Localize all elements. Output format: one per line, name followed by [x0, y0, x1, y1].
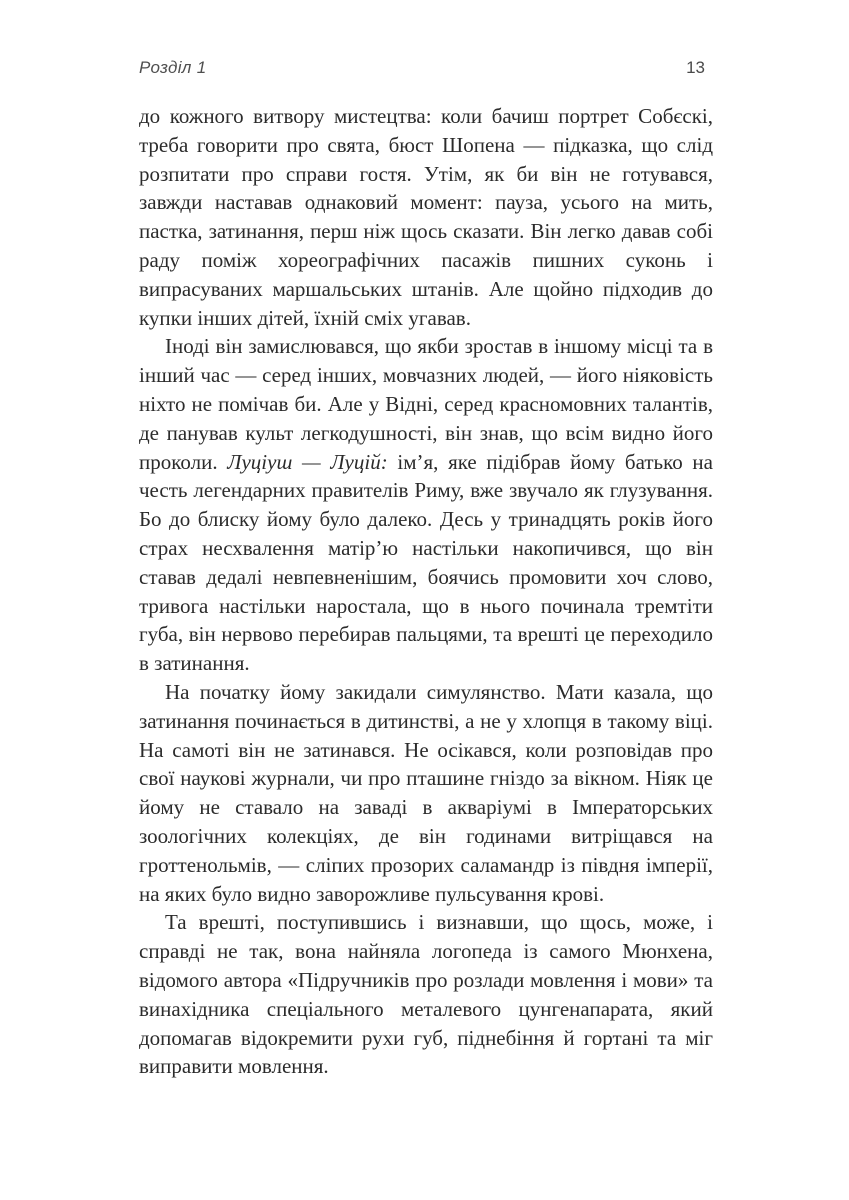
text-run: Та врешті, поступившись і визнавши, що щось, може, і справді не так, вона найняла логопеда із самого Мюнхена, відомого автора «Підручників про розлади мовлення і мови» та винахідника спеціального металевого цунгенапарата, який допомагав відокремити рухи губ, піднебіння й гортані та міг виправити мовлення.: [139, 910, 713, 1079]
chapter-label: Розділ 1: [139, 58, 207, 77]
text-run: ім’я, яке підібрав йому батько на честь легендарних правителів Риму, вже звучало як глузування. Бо до блиску йому було далеко. Десь у тринадцять років його страх несхвалення матір’ю настільки накопичився, що він ставав дедалі невпевненішим, боячись промовити хоч слово, тривога настільки наростала, що в нього починала тремтіти губа, він нервово перебирав пальцями, та врешті це переходило в затинання.: [139, 449, 713, 676]
paragraph-4: [139, 908, 713, 1081]
paragraph-3: [139, 678, 713, 908]
running-header: [139, 57, 705, 79]
text-run: Іноді він замислювався, що якби зростав в іншому місці та в інший час — серед інших, мовчазних людей, — його ніяковість ніхто не помічав би. Але у Відні, серед красномовних талантів, де панував культ легкодушності, він знав, що всім видно його проколи.: [139, 334, 713, 474]
page-number: 13: [686, 58, 705, 77]
text-run: На початку йому закидали симулянство. Мати казала, що затинання починається в дитинстві, а не у хлопця в такому віці. На самоті він не затинався. Не осікався, коли розповідав про свої наукові журнали, чи про пташине гніздо за вікном. Ніяк це йому не ставало на заваді в акваріумі в Імператорських зоологічних колекціях, де він годинами витріщався на гроттенольмів, — сліпих прозорих саламандр із півдня імперії, на яких було видно заворожливе пульсування крові.: [139, 679, 713, 906]
page-body: [139, 102, 713, 1081]
text-run: до кожного витвору мистецтва: коли бачиш портрет Собєскі, треба говорити про свята, бюст Шопена — підказка, що слід розпитати про справи гостя. Утім, як би він не готувався, завжди наставав однаковий момент: пауза, усього на мить, пастка, затинання, перш ніж щось сказати. Він легко давав собі раду поміж хореографічних пасажів пишних суконь і випрасуваних маршальських штанів. Але щойно підходив до купки інших дітей, їхній сміх угавав.: [139, 104, 713, 330]
paragraph-2: [139, 332, 713, 678]
text-run-italic: Луціуш — Луцій:: [227, 449, 388, 474]
paragraph-1: [139, 102, 713, 332]
